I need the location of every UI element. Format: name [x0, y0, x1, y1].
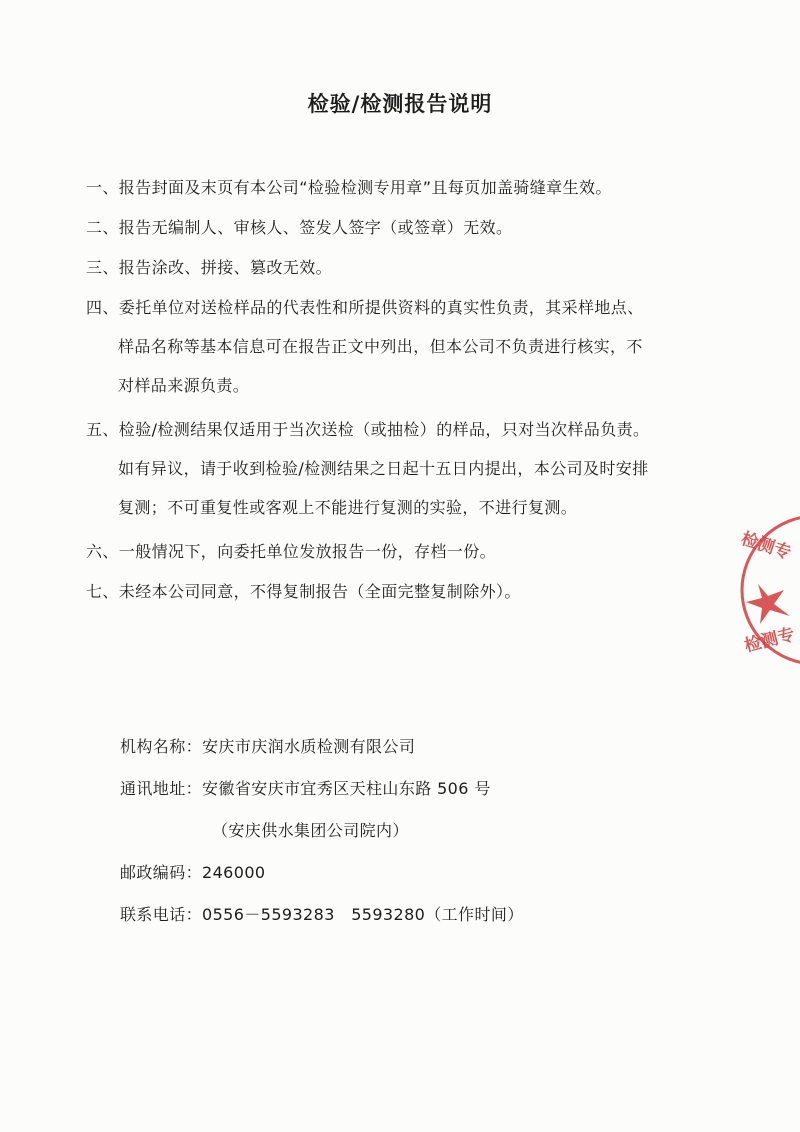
notice-line: 对样品来源负责。 [118, 376, 250, 395]
notice-item-3 [86, 248, 746, 287]
svg-text:检测专: 检测专 [738, 528, 794, 564]
notice-item-1 [86, 168, 746, 207]
notice-line: 七、未经本公司同意，不得复制报告（全面完整复制除外）。 [86, 582, 521, 601]
zip-label: 邮政编码： [120, 863, 203, 882]
zip-row [120, 852, 720, 894]
page-title: 检验/检测报告说明 [307, 92, 493, 116]
notice-item-4 [86, 288, 746, 405]
notice-line: 五、检验/检测结果仅适用于当次送检（或抽检）的样品，只对当次样品负责。 [86, 420, 650, 439]
org-label: 机构名称： [120, 737, 203, 756]
notice-line: 三、报告涂改、拼接、篡改无效。 [86, 258, 333, 277]
company-seal [738, 512, 800, 668]
notice-item-6 [86, 532, 746, 571]
notice-item-5 [86, 410, 746, 527]
phone-label: 联系电话： [120, 905, 203, 924]
phone-value: 0556－5593283 5593280（工作时间） [202, 905, 524, 924]
notice-line: 二、报告无编制人、审核人、签发人签字（或签章）无效。 [86, 218, 513, 237]
notice-item-7 [86, 572, 746, 611]
notice-line: 四、委托单位对送检样品的代表性和所提供资料的真实性负责，其采样地点、 [86, 298, 644, 317]
notice-line: 复测；不可重复性或客观上不能进行复测的实验，不进行复测。 [118, 498, 578, 517]
address-label: 通讯地址： [120, 779, 203, 798]
notice-item-2 [86, 208, 746, 247]
notice-line: 六、一般情况下，向委托单位发放报告一份，存档一份。 [86, 542, 497, 561]
org-row [120, 726, 720, 768]
notice-line: 如有异议，请于收到检验/检测结果之日起十五日内提出，本公司及时安排 [118, 459, 649, 478]
seal-stamp-icon [738, 512, 800, 668]
org-value: 安庆市庆润水质检测有限公司 [202, 737, 416, 756]
zip-value: 246000 [202, 863, 266, 882]
address-row [120, 768, 720, 810]
contact-info [120, 726, 720, 936]
address-value: 安徽省安庆市宜秀区天柱山东路 506 号 [202, 779, 491, 798]
address-note: （安庆供水集团公司院内） [212, 821, 409, 840]
notice-line: 样品名称等基本信息可在报告正文中列出，但本公司不负责进行核实，不 [118, 337, 643, 356]
phone-row [120, 894, 720, 936]
notice-line: 一、报告封面及末页有本公司“检验检测专用章”且每页加盖骑缝章生效。 [86, 178, 612, 197]
svg-text:检测专: 检测专 [742, 624, 797, 657]
